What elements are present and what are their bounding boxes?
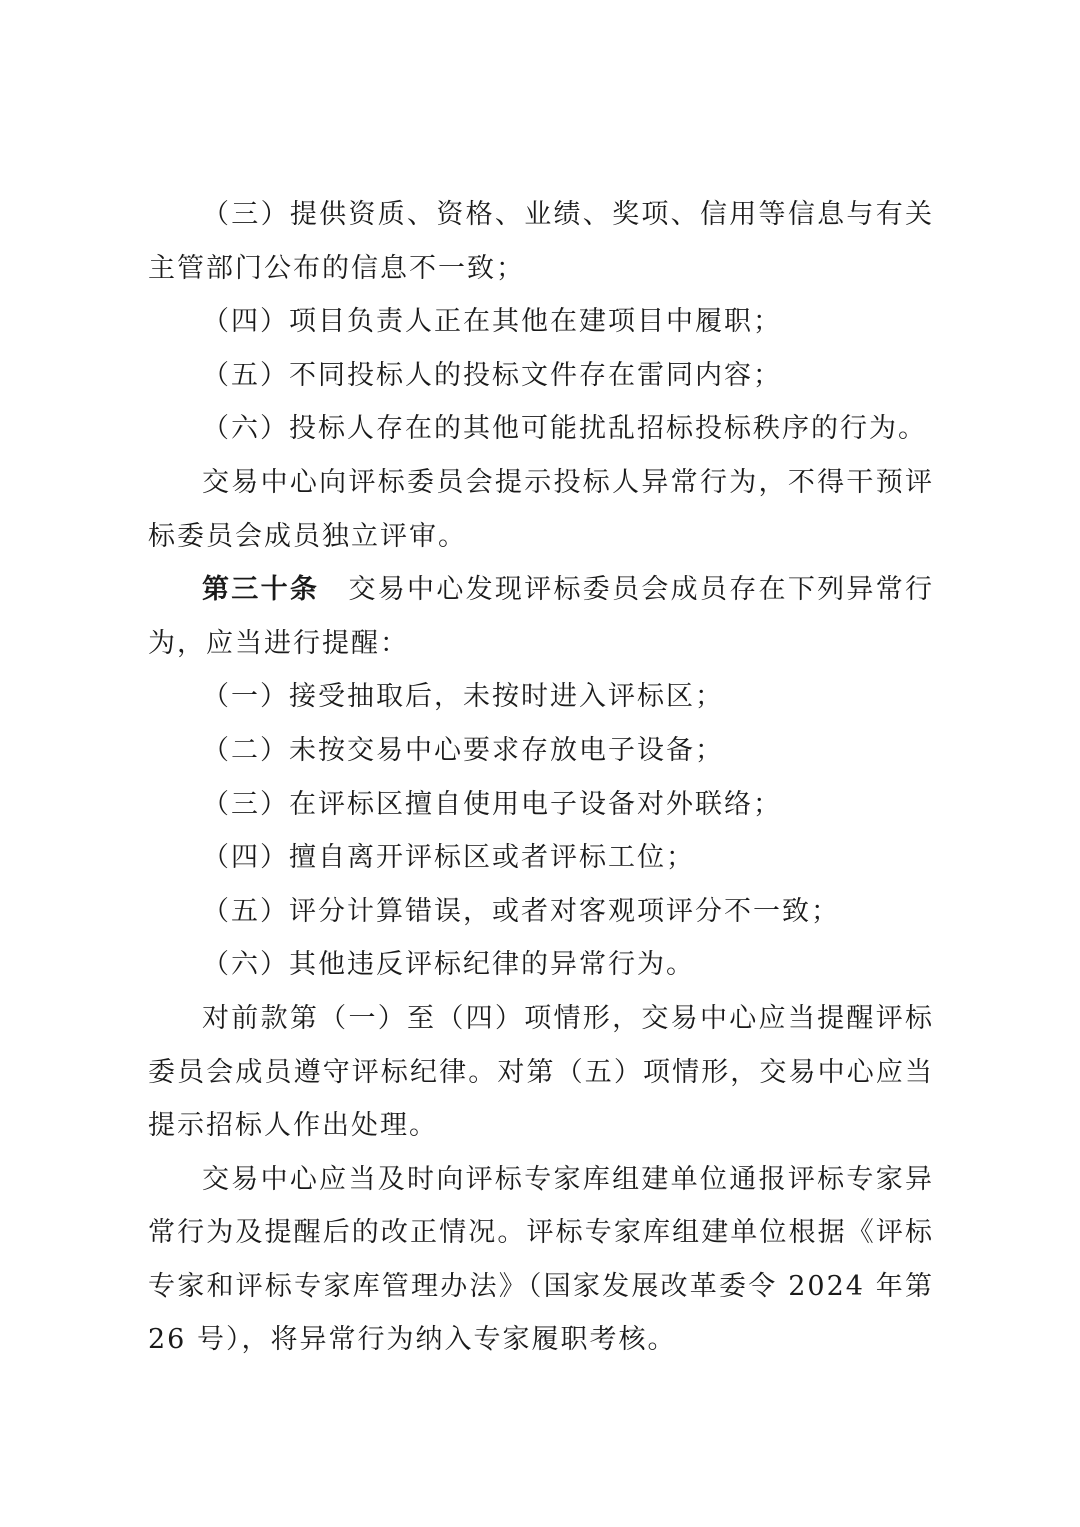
paragraph-item-4: （四）项目负责人正在其他在建项目中履职； [202, 306, 782, 338]
paragraph-item-1: （一）接受抽取后，未按时进入评标区； [202, 681, 724, 713]
paragraph-item-6b: （六）其他违反评标纪律的异常行为。 [202, 949, 695, 981]
article-30 [148, 563, 934, 670]
article-text: 交易中心发现评标委员会成员存在下列异常行为，应当进行提醒： [148, 574, 935, 659]
paragraph-handling: 对前款第（一）至（四）项情形，交易中心应当提醒评标委员会成员遵守评标纪律。对第（五）项情形，交易中心应当提示招标人作出处理。 [148, 1002, 934, 1142]
paragraph-item-3: （三）提供资质、资格、业绩、奖项、信用等信息与有关主管部门公布的信息不一致； [148, 199, 934, 284]
paragraph-note: 交易中心向评标委员会提示投标人异常行为，不得干预评标委员会成员独立评审。 [148, 466, 934, 552]
paragraph-item-5b: （五）评分计算错误，或者对客观项评分不一致； [202, 895, 840, 927]
paragraph-item-4b: （四）擅自离开评标区或者评标工位； [202, 842, 695, 874]
article-heading: 第三十条 [202, 574, 320, 606]
paragraph-reporting: 交易中心应当及时向评标专家库组建单位通报评标专家异常行为及提醒后的改正情况。评标专家库组建单位根据《评标专家和评标专家库管理办法》（国家发展改革委令 2024 年第 26 号），将异常行为纳入专家履职考核。 [148, 1163, 934, 1356]
paragraph-item-5: （五）不同投标人的投标文件存在雷同内容； [202, 359, 782, 391]
document-body [148, 188, 934, 1367]
paragraph-item-3b: （三）在评标区擅自使用电子设备对外联络； [202, 788, 782, 820]
paragraph-item-2: （二）未按交易中心要求存放电子设备； [202, 734, 724, 766]
paragraph-item-6: （六）投标人存在的其他可能扰乱招标投标秩序的行为。 [202, 413, 927, 445]
